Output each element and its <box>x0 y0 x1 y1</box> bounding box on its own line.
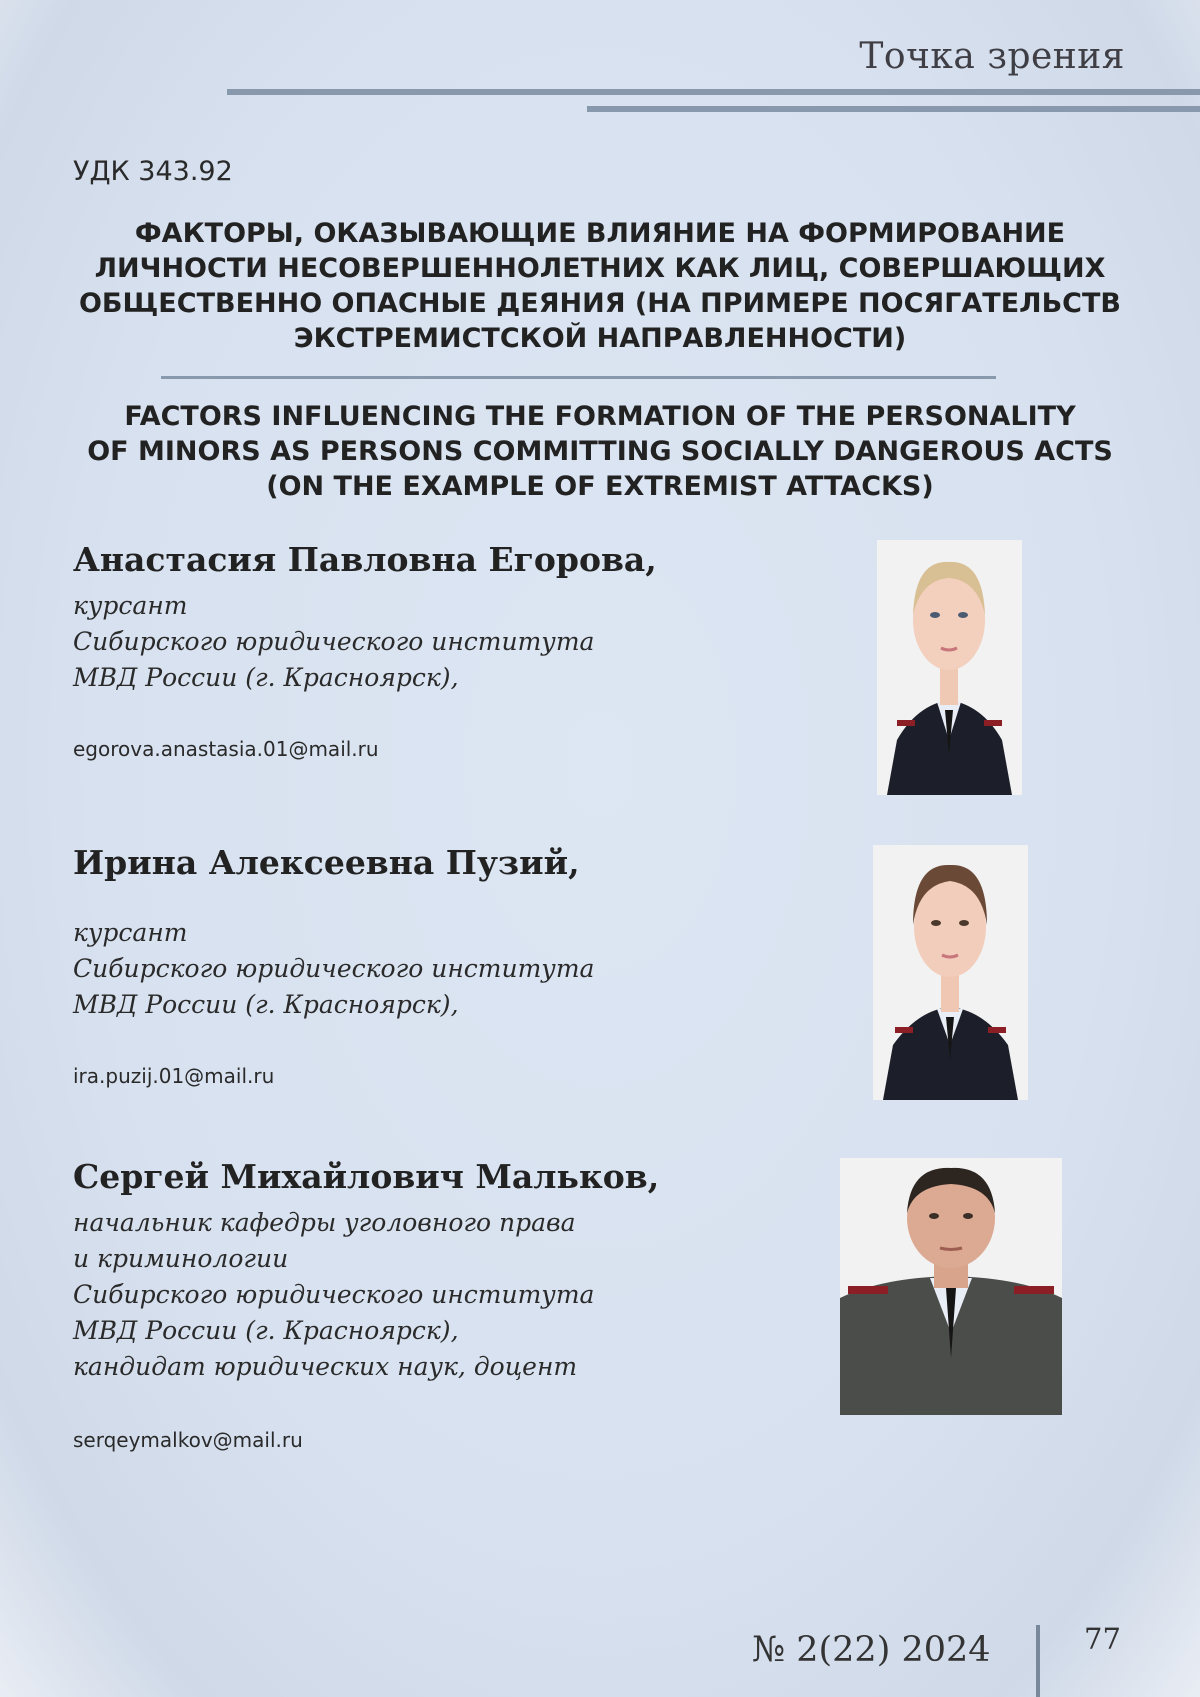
author-email[interactable]: serqeymalkov@mail.ru <box>73 1428 303 1452</box>
author-affiliation <box>73 1205 793 1385</box>
affiliation-line: Сибирского юридического института <box>73 954 595 983</box>
affiliation-line: Сибирского юридического института <box>73 1280 595 1309</box>
affiliation-line: курсант <box>73 591 188 620</box>
title-en-line: (ON THE EXAMPLE OF EXTREMIST ATTACKS) <box>266 471 934 502</box>
title-en-line: FACTORS INFLUENCING THE FORMATION OF THE PERSONALITY <box>124 401 1076 432</box>
title-ru-line: ФАКТОРЫ, ОКАЗЫВАЮЩИЕ ВЛИЯНИЕ НА ФОРМИРОВАНИЕ <box>134 218 1066 249</box>
title-en-line: OF MINORS AS PERSONS COMMITTING SOCIALLY DANGEROUS ACTS <box>87 436 1113 467</box>
author-name: Ирина Алексеевна Пузий, <box>73 843 580 882</box>
title-ru-line: ЭКСТРЕМИСТСКОЙ НАПРАВЛЕННОСТИ) <box>293 323 907 354</box>
footer-divider <box>1036 1625 1040 1697</box>
title-ru-line: ОБЩЕСТВЕННО ОПАСНЫЕ ДЕЯНИЯ (НА ПРИМЕРЕ ПОСЯГАТЕЛЬСТВ <box>78 288 1121 319</box>
page-number: 77 <box>1084 1622 1121 1656</box>
affiliation-line: МВД России (г. Красноярск), <box>73 1316 459 1345</box>
author-affiliation <box>73 588 793 696</box>
author-email[interactable]: egorova.anastasia.01@mail.ru <box>73 737 379 761</box>
affiliation-line: начальник кафедры уголовного права <box>73 1208 576 1237</box>
title-divider <box>161 376 996 379</box>
affiliation-line: и криминологии <box>73 1244 289 1273</box>
header-rule-bottom <box>587 106 1200 112</box>
title-english <box>60 399 1140 504</box>
section-label: Точка зрения <box>859 36 1125 77</box>
udc-code: УДК 343.92 <box>73 156 233 187</box>
affiliation-line: МВД России (г. Красноярск), <box>73 663 459 692</box>
author-email[interactable]: ira.puzij.01@mail.ru <box>73 1064 275 1088</box>
title-russian <box>60 216 1140 356</box>
author-name: Сергей Михайлович Мальков, <box>73 1157 660 1196</box>
affiliation-line: МВД России (г. Красноярск), <box>73 990 459 1019</box>
affiliation-line: курсант <box>73 918 188 947</box>
author-photo <box>877 540 1022 795</box>
author-photo <box>840 1158 1062 1415</box>
author-photo <box>873 845 1028 1100</box>
title-ru-line: ЛИЧНОСТИ НЕСОВЕРШЕННОЛЕТНИХ КАК ЛИЦ, СОВЕРШАЮЩИХ <box>94 253 1106 284</box>
author-name: Анастасия Павловна Егорова, <box>73 540 657 579</box>
affiliation-line: Сибирского юридического института <box>73 627 595 656</box>
header-rule-top <box>227 89 1200 95</box>
author-affiliation <box>73 915 793 1023</box>
affiliation-line: кандидат юридических наук, доцент <box>73 1352 578 1381</box>
issue-number: № 2(22) 2024 <box>752 1630 991 1670</box>
